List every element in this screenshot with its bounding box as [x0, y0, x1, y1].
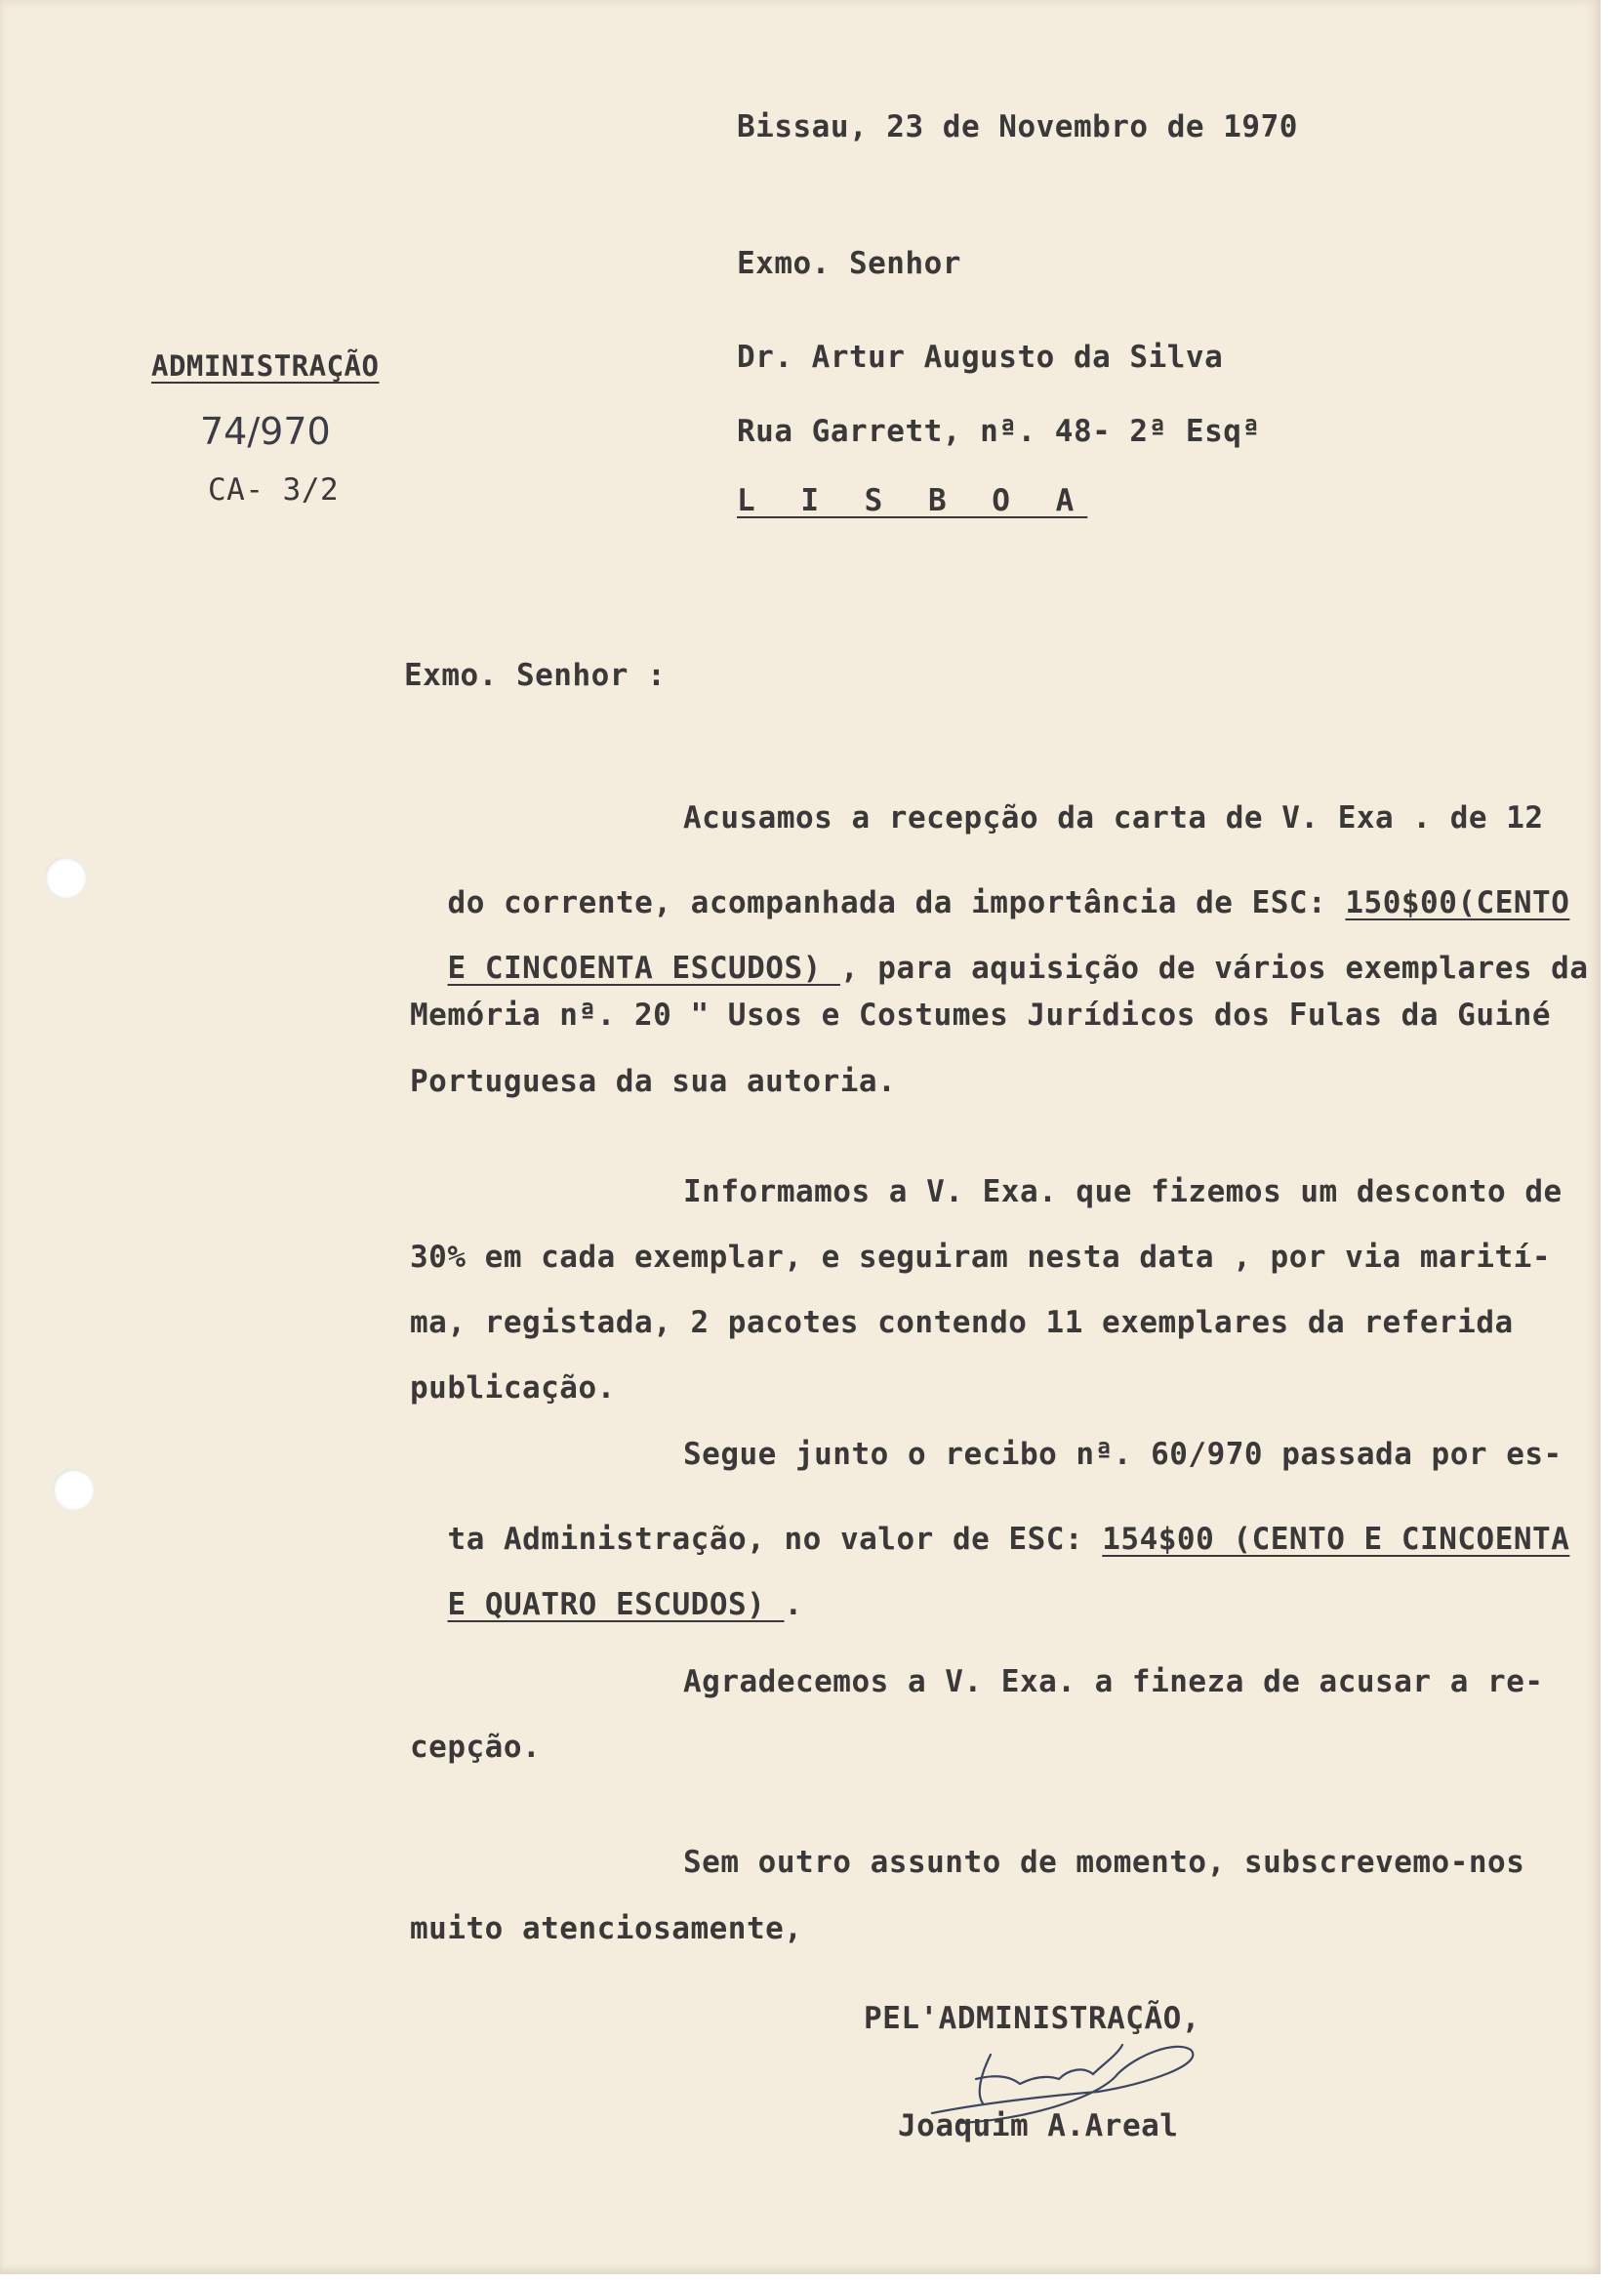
p3-line2-text: ta Administração, no valor de ESC: [447, 1522, 1103, 1557]
closing-line1: Sem outro assunto de momento, subscrevemo-nos [683, 1845, 1525, 1880]
dateline: Bissau, 23 de Novembro de 1970 [737, 109, 1298, 144]
p1-line3-text: , para aquisição de vários exemplares da [839, 951, 1589, 986]
signer-name: Joaquim A.Areal [898, 2108, 1179, 2143]
on-behalf-line: PEL'ADMINISTRAÇÃO, [864, 2001, 1200, 2036]
recipient-city: L I S B O A [737, 483, 1088, 518]
p2-line1: Informamos a V. Exa. que fizemos um desconto de [683, 1174, 1563, 1209]
p3-line2 [410, 1503, 1569, 1575]
p2-line4: publicação. [410, 1370, 616, 1406]
p1-line2 [410, 867, 1569, 939]
department-heading: ADMINISTRAÇÃO [151, 349, 380, 383]
closing-line2: muito atenciosamente, [410, 1911, 803, 1946]
p1-amount-words: E CINCOENTA ESCUDOS) [447, 951, 840, 986]
p1-line3 [410, 932, 1589, 1004]
reference-number: 74/970 [200, 410, 331, 453]
p3-line3-end: . [784, 1587, 803, 1622]
p1-line2-text: do corrente, acompanhada da importância de ESC: [447, 885, 1346, 920]
punch-hole-top [45, 857, 86, 898]
p1-line4: Memória nª. 20 " Usos e Costumes Jurídicos dos Fulas da Guiné [410, 998, 1551, 1033]
p2-line3: ma, registada, 2 pacotes contendo 11 exemplares da referida [410, 1305, 1514, 1340]
p2-line2: 30% em cada exemplar, e seguiram nesta data , por via marití- [410, 1240, 1551, 1275]
p3-line1: Segue junto o recibo nª. 60/970 passada por es- [683, 1437, 1563, 1472]
p1-amount: 150$00(CENTO [1345, 885, 1570, 920]
punch-hole-bottom [53, 1469, 94, 1510]
p4-line1: Agradecemos a V. Exa. a fineza de acusar a re- [683, 1664, 1544, 1699]
recipient-name: Dr. Artur Augusto da Silva [737, 340, 1224, 375]
p3-amount: 154$00 (CENTO E CINCOENTA [1102, 1522, 1570, 1557]
recipient-salutation: Exmo. Senhor [737, 246, 961, 281]
p3-line3 [410, 1569, 803, 1641]
p3-amount-words: E QUATRO ESCUDOS) [447, 1587, 785, 1622]
p4-line2: cepção. [410, 1730, 542, 1765]
file-code: CA- 3/2 [208, 472, 340, 508]
greeting: Exmo. Senhor : [404, 658, 667, 693]
p1-line5: Portuguesa da sua autoria. [410, 1064, 897, 1099]
p1-line1: Acusamos a recepção da carta de V. Exa . de 12 [683, 800, 1544, 836]
recipient-street: Rua Garrett, nª. 48- 2ª Esqª [737, 414, 1261, 449]
